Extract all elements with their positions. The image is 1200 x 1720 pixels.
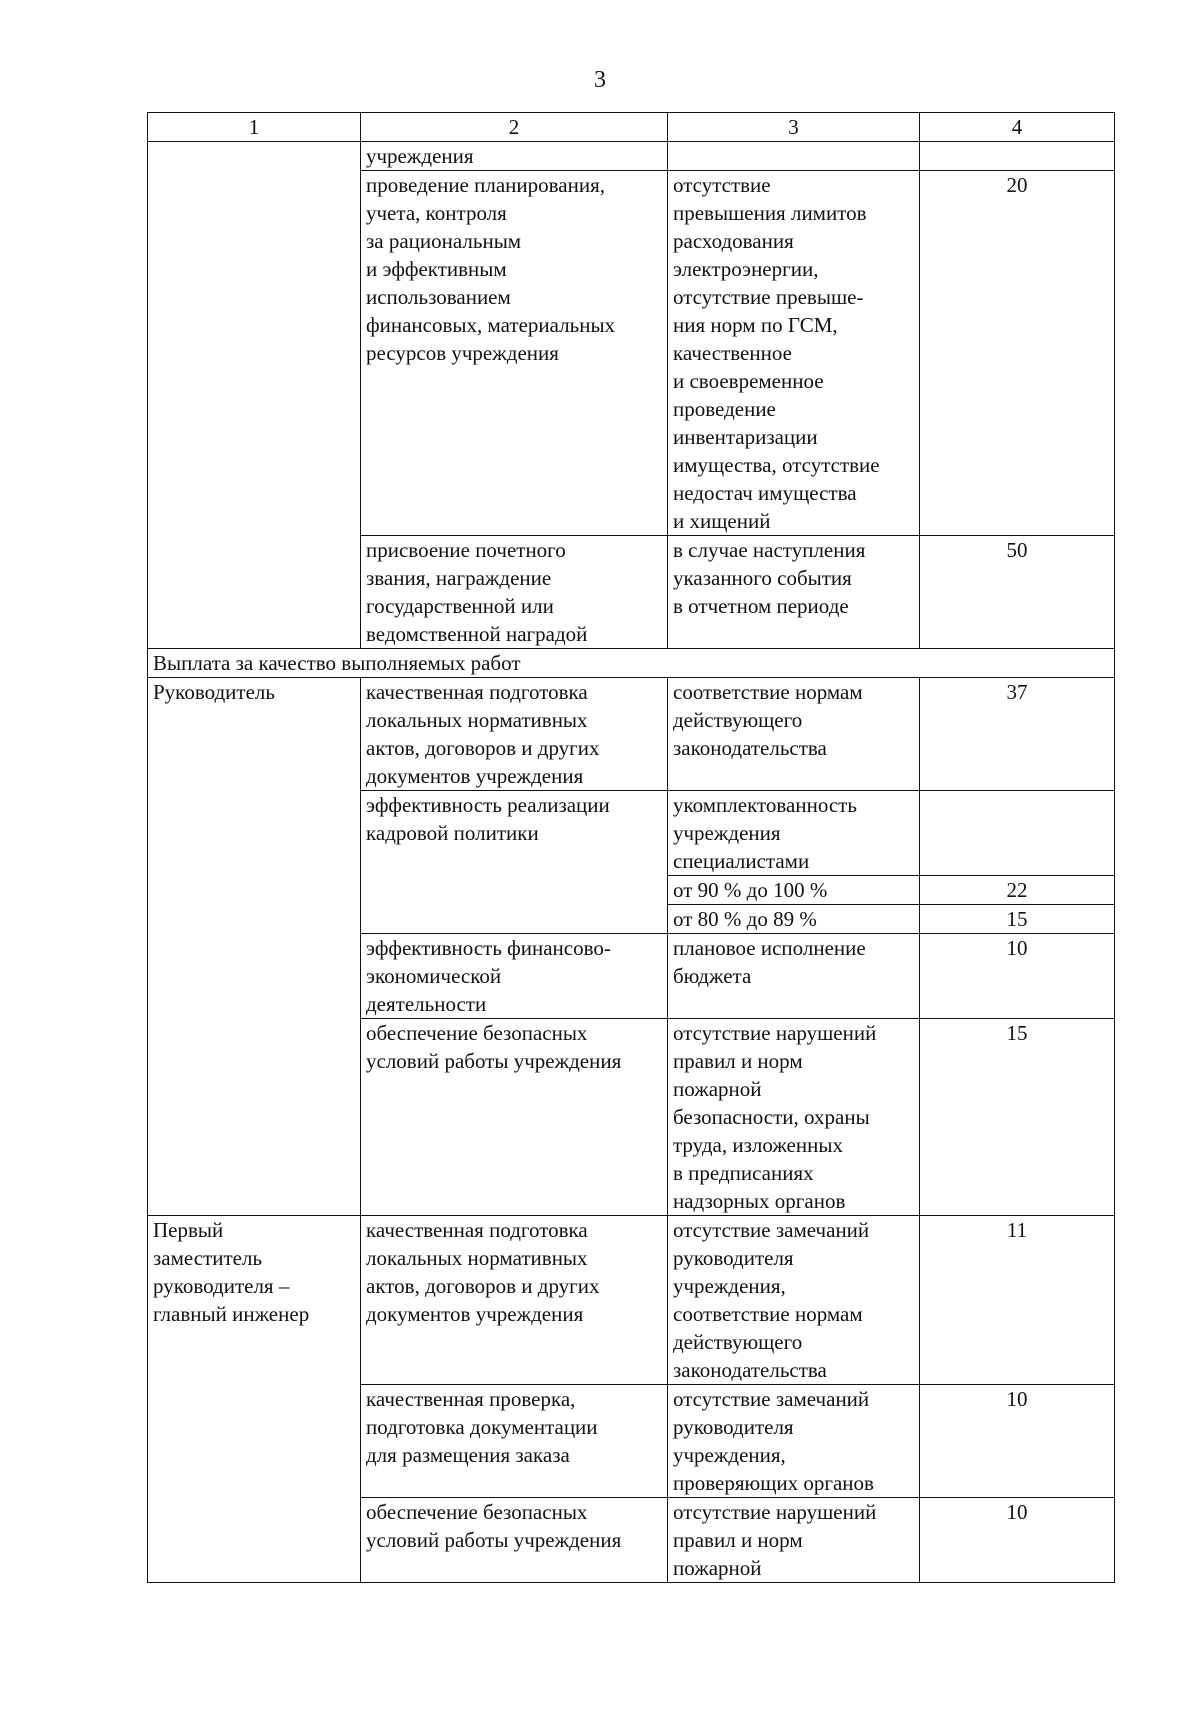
criterion-cell: от 80 % до 89 % [668,905,920,934]
indicator-cell: эффективность финансово- экономической деятельности [361,934,668,1019]
header-cell: 2 [361,113,668,142]
section-row [148,649,1115,678]
indicator-cell: качественная подготовка локальных нормативных актов, договоров и других документов учреждения [361,678,668,791]
table-row [148,1216,1115,1385]
criterion-cell: отсутствие превышения лимитов расходования электроэнергии, отсутствие превыше- ния норм по ГСМ, качественное и своевременное проведение инвентаризации имущества, отсутствие недостач имущества и хищений [668,171,920,536]
indicator-cell: обеспечение безопасных условий работы учреждения [361,1498,668,1583]
table-row [148,142,1115,171]
header-cell: 1 [148,113,361,142]
header-cell: 4 [920,113,1115,142]
points-cell: 10 [920,934,1115,1019]
points-cell: 10 [920,1498,1115,1583]
criterion-cell: отсутствие замечаний руководителя учреждения, соответствие нормам действующего законодательства [668,1216,920,1385]
indicator-cell: эффективность реализации кадровой политики [361,791,668,934]
points-cell: 37 [920,678,1115,791]
criteria-table [147,112,1115,1583]
position-cell: Первый заместитель руководителя – главный инженер [148,1216,361,1583]
indicator-cell: качественная проверка, подготовка документации для размещения заказа [361,1385,668,1498]
criterion-cell: в случае наступления указанного события в отчетном периоде [668,536,920,649]
indicator-cell: учреждения [361,142,668,171]
position-cell [148,142,361,649]
criterion-cell: соответствие нормам действующего законодательства [668,678,920,791]
criterion-cell: отсутствие нарушений правил и норм пожарной безопасности, охраны труда, изложенных в предписаниях надзорных органов [668,1019,920,1216]
indicator-cell: присвоение почетного звания, награждение государственной или ведомственной наградой [361,536,668,649]
criterion-cell [668,142,920,171]
table-row [148,678,1115,791]
points-cell: 22 [920,876,1115,905]
points-cell: 20 [920,171,1115,536]
criterion-cell: от 90 % до 100 % [668,876,920,905]
points-cell: 50 [920,536,1115,649]
points-cell: 15 [920,905,1115,934]
points-cell [920,791,1115,876]
position-cell: Руководитель [148,678,361,1216]
points-cell: 11 [920,1216,1115,1385]
points-cell [920,142,1115,171]
criterion-cell: укомплектованность учреждения специалистами [668,791,920,876]
page-number: 3 [594,67,606,93]
points-cell: 15 [920,1019,1115,1216]
header-cell: 3 [668,113,920,142]
criterion-cell: отсутствие нарушений правил и норм пожарной [668,1498,920,1583]
indicator-cell: качественная подготовка локальных нормативных актов, договоров и других документов учреждения [361,1216,668,1385]
indicator-cell: обеспечение безопасных условий работы учреждения [361,1019,668,1216]
criterion-cell: отсутствие замечаний руководителя учреждения, проверяющих органов [668,1385,920,1498]
section-title: Выплата за качество выполняемых работ [148,649,1115,678]
table-header-row [148,113,1115,142]
indicator-cell: проведение планирования, учета, контроля за рациональным и эффективным использованием финансовых, материальных ресурсов учреждения [361,171,668,536]
points-cell: 10 [920,1385,1115,1498]
criterion-cell: плановое исполнение бюджета [668,934,920,1019]
